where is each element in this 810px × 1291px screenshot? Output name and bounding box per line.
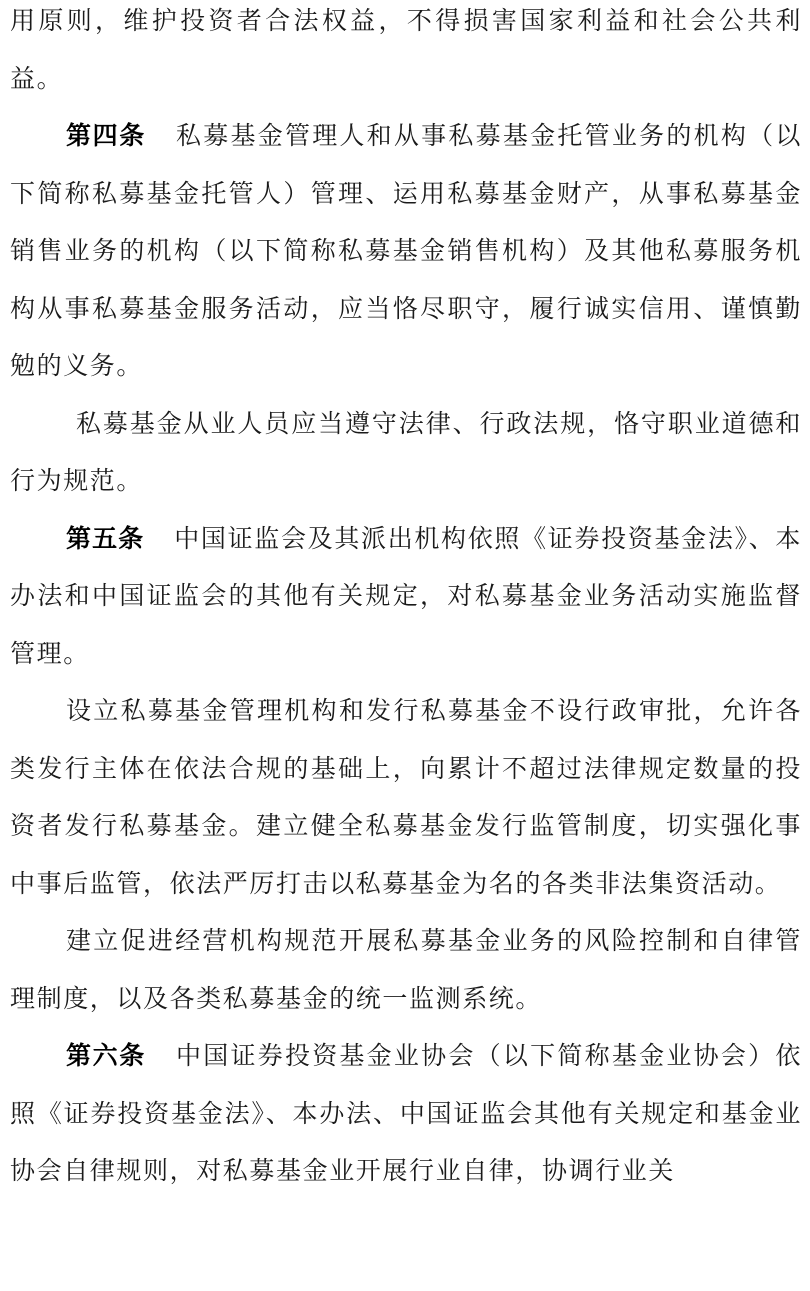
paragraph-article-5 [10, 510, 802, 683]
document-page [10, 0, 802, 1200]
paragraph-text: 用原则，维护投资者合法权益，不得损害国家利益和社会公共利益。 [10, 6, 802, 93]
article-label-5: 第五条 [66, 523, 145, 553]
paragraph-article-5-risk-control [10, 912, 802, 1027]
paragraph-text: 私募基金管理人和从事私募基金托管业务的机构（以下简称私募基金托管人）管理、运用私募基金财产，从事私募基金销售业务的机构（以下简称私募基金销售机构）及其他私募服务机构从事私募基金服务活动，应当恪尽职守，履行诚实信用、谨慎勤勉的义务。 [10, 121, 802, 380]
paragraph-text: 建立促进经营机构规范开展私募基金业务的风险控制和自律管理制度，以及各类私募基金的统一监测系统。 [10, 926, 802, 1013]
paragraph-text: 中国证券投资基金业协会（以下简称基金业协会）依照《证券投资基金法》、本办法、中国证监会其他有关规定和基金业协会自律规则，对私募基金业开展行业自律，协调行业关 [10, 1041, 802, 1185]
paragraph-text: 设立私募基金管理机构和发行私募基金不设行政审批，允许各类发行主体在依法合规的基础上，向累计不超过法律规定数量的投资者发行私募基金。建立健全私募基金发行监管制度，切实强化事中事后监管，依法严厉打击以私募基金为名的各类非法集资活动。 [10, 696, 802, 898]
article-label-4: 第四条 [66, 121, 146, 150]
paragraph-text: 中国证监会及其派出机构依照《证券投资基金法》、本办法和中国证监会的其他有关规定，对私募基金业务活动实施监督管理。 [10, 523, 802, 668]
paragraph-continuation [10, 0, 802, 107]
paragraph-article-5-registration [10, 682, 802, 912]
paragraph-article-4-practitioners [10, 395, 802, 510]
paragraph-text: 私募基金从业人员应当遵守法律、行政法规，恪守职业道德和行为规范。 [10, 408, 802, 495]
article-label-6: 第六条 [66, 1041, 146, 1070]
paragraph-article-6 [10, 1027, 802, 1200]
paragraph-article-4 [10, 107, 802, 395]
